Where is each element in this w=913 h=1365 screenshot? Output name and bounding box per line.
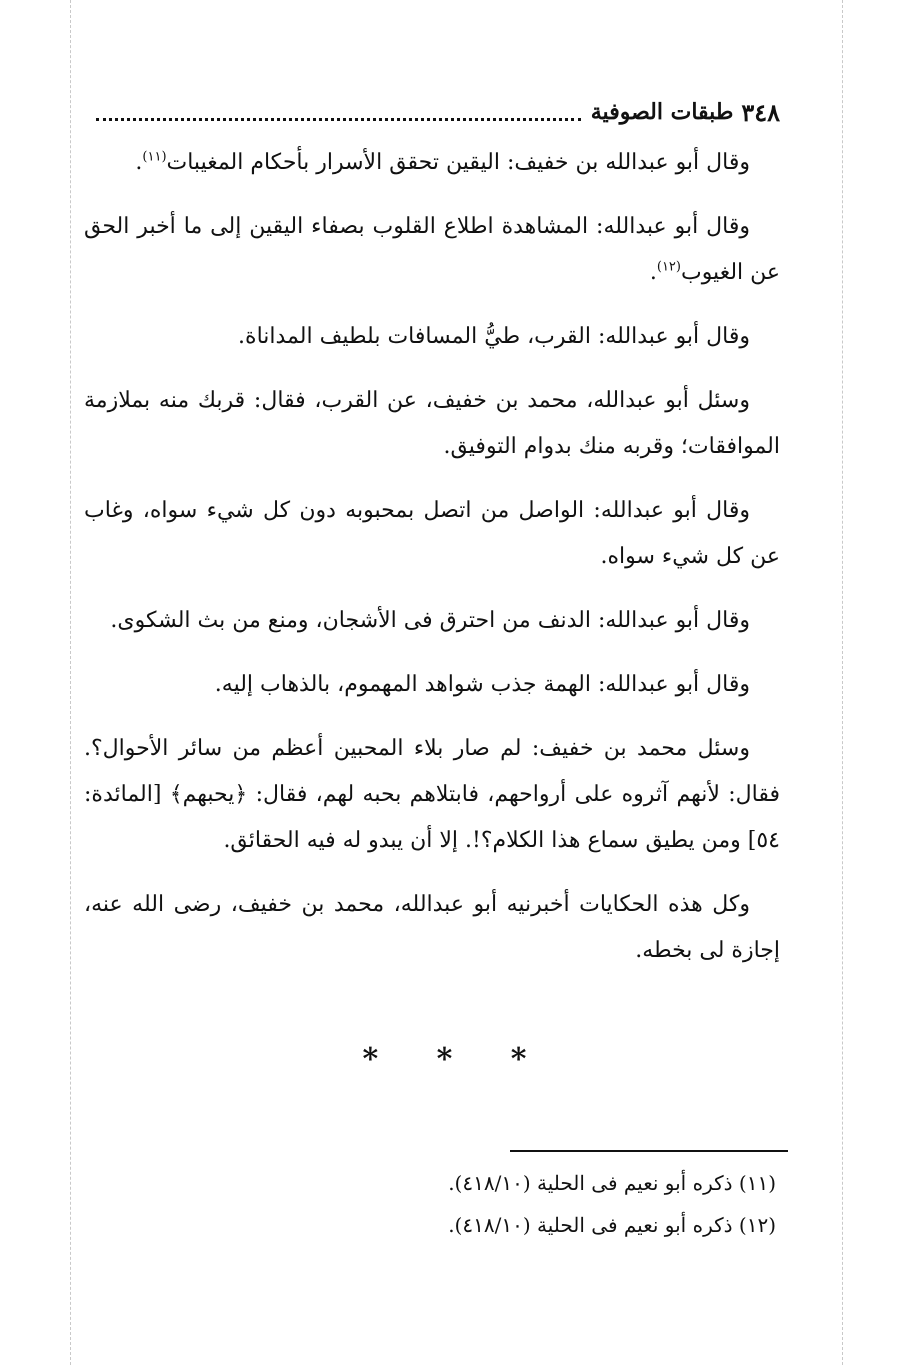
footnote: (١٢) ذكره أبو نعيم فى الحلية (٤١٨/١٠). xyxy=(448,1213,776,1237)
paragraph: وقال أبو عبدالله: الواصل من اتصل بمحبوبه دون كل شيء سواه، وغاب عن كل شيء سواه. xyxy=(84,498,780,569)
scan-margin-line xyxy=(70,0,71,1365)
footnote-divider xyxy=(510,1150,788,1152)
paragraph: وكل هذه الحكايات أخبرنيه أبو عبدالله، محمد بن خفيف، رضى الله عنه، إجازة لى بخطه. xyxy=(84,892,780,963)
paragraph: وقال أبو عبدالله: القرب، طيُّ المسافات بلطيف المداناة. xyxy=(238,324,750,349)
page-number: ٣٤٨ xyxy=(741,97,780,127)
header-dot-leader xyxy=(96,104,581,121)
footnotes xyxy=(84,1162,780,1246)
running-title: طبقات الصوفية xyxy=(590,99,734,125)
paragraph: وقال أبو عبدالله: الهمة جذب شواهد المهموم، بالذهاب إليه. xyxy=(214,672,750,697)
main-text xyxy=(84,140,780,992)
paragraph: وسئل محمد بن خفيف: لم صار بلاء المحبين أعظم من سائر الأحوال؟. فقال: لأنهم آثروه على أرواحهم، فابتلاهم بحبه لهم، فقال: ﴿يحبهم﴾ [المائدة: ٥٤] ومن يطيق سماع هذا الكلام؟!. إلا أن يبدو له فيه الحقائق. xyxy=(84,736,780,853)
footnote: (١١) ذكره أبو نعيم فى الحلية (٤١٨/١٠). xyxy=(448,1171,776,1195)
running-header xyxy=(86,92,780,132)
paragraph: وسئل أبو عبدالله، محمد بن خفيف، عن القرب، فقال: قربك منه بملازمة الموافقات؛ وقربه منك بدوام التوفيق. xyxy=(84,388,780,459)
footnote-ref: (١٢) xyxy=(656,259,681,275)
section-separator: * * * xyxy=(362,1042,551,1077)
paragraph: وقال أبو عبدالله: المشاهدة اطلاع القلوب بصفاء اليقين إلى ما أخبر الحق عن الغيوب$^{(١٢)}$. xyxy=(84,214,780,285)
footnote-ref: (١١) xyxy=(142,149,167,165)
scan-margin-line xyxy=(842,0,843,1365)
paragraph: وقال أبو عبدالله: الدنف من احترق فى الأشجان، ومنع من بث الشكوى. xyxy=(110,608,750,633)
paragraph: وقال أبو عبدالله بن خفيف: اليقين تحقق الأسرار بأحكام المغيبات$^{(١١)}$. xyxy=(135,149,750,175)
